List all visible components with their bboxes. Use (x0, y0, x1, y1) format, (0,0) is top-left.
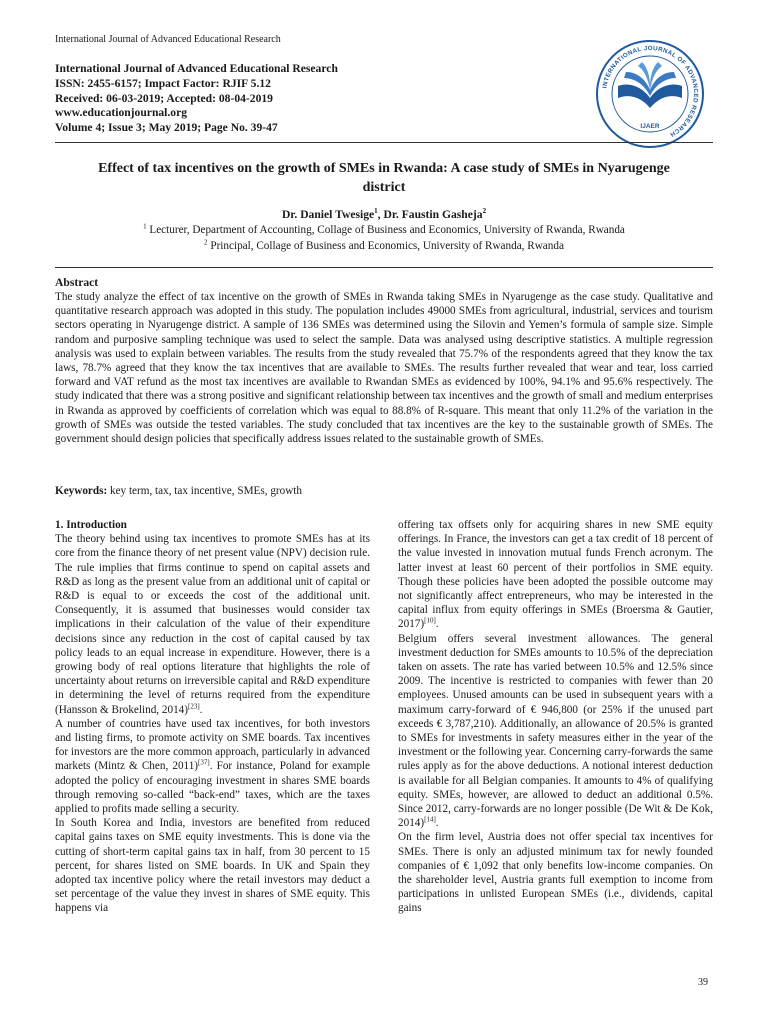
intro-paragraph-2-text-b: . For instance, Poland for example adopted the policy of encouraging investment in shares SME boards through removing so-called “back-end” taxes, which are the taxes applied to profits made selling a security. (55, 760, 370, 816)
author-line (55, 208, 713, 221)
intro-paragraph-2 (55, 717, 370, 816)
journal-header (55, 62, 338, 136)
right-paragraph-2 (398, 632, 713, 831)
author-2-sup: 2 (482, 207, 487, 216)
affiliation-1-text: Lecturer, Department of Accounting, Collage of Business and Economics, University of Rwanda, Rwanda (149, 224, 625, 236)
issn-line: ISSN: 2455-6157; Impact Factor: RJIF 5.12 (55, 76, 271, 90)
header-divider (55, 142, 713, 143)
book-icon (618, 62, 682, 108)
logo-ring-text: INTERNATIONAL JOURNAL OF ADVANCED RESEARCH (601, 44, 700, 138)
right-paragraph-3: On the firm level, Austria does not offer special tax incentives for SMEs. There is only an adjusted minimum tax for newly founded companies of € 1,092 that only benefits low-income companies. On the shareholder level, Austria grants full exemption to income from participations in unlisted European SMEs (i.e., dividends, capital gains (398, 831, 713, 915)
dates-line: Received: 06-03-2019; Accepted: 08-04-2019 (55, 91, 273, 105)
intro-paragraph-1-text: The theory behind using tax incentives to promote SMEs has at its core from the finance theory of net present value (NPV) decision rule. The rule implies that firms continue to spend on capital assets and R&D as long as the present value from an additional unit of capital or R&D is equal to or exceeds the cost of the additional unit. Consequently, it is assumed that businesses would consider tax implications in their calculation of the value of their expenditure decisions since any reduction in the cost of capital caused by tax policy leads to an equal increase in expenditure. However, there is a growing body of real options literature that highlights the role of uncertainty about returns on irreversible capital and R&D expenditure in determining the level of returns required from the expenditure (Hansson & Brokelind, 2014) (55, 533, 370, 716)
abstract-divider (55, 267, 713, 268)
right-paragraph-1-text: offering tax offsets only for acquiring shares in new SME equity offerings. In France, the investors can get a tax credit of 18 percent of the value invested in innovation mutual funds French acronym. The latter invest at least 60 percent of their portfolios in SME equity. Though these policies have been adopted the possible outcome may not significantly affect entrepreneurs, who may be interested in the capital influx from equity offerings in SMEs (Broersma & Gautier, 2017) (398, 519, 713, 631)
right-paragraph-1 (398, 518, 713, 632)
affiliation-2-sup: 2 (204, 238, 208, 247)
right-paragraph-2-text: Belgium offers several investment allowances. The general investment deduction for SMEs amounts to 10.5% of the depreciation taken on assets. The rate has varied between 10.5% and 12.5% since 2009. The incentive is restricted to companies with fewer than 20 employees. Unused amounts can be used in subsequent years with a maximum carry-forward of € 946,800 (or 25% if the unused part exceeds € 3,787,210). Additionally, an allowance of 20.5% is granted to SMEs for investments in safety measures either in the year of the investment or the following year. Concerning carry-forwards the same rules apply as for the above deductions. A notional interest deduction is available for all Belgian companies. It amounts to 4% of qualifying equity. SMEs, however, are allowed to deduct an additional 0.5%. Since 2012, carry-forwards are no longer possible (De Wit & De Kok, 2014) (398, 632, 713, 830)
author-1: Dr. Daniel Twesige (281, 208, 375, 221)
keywords-label: Keywords: (55, 485, 108, 497)
citation-14[interactable]: [14] (424, 815, 436, 824)
intro-paragraph-2-text-a: A number of countries have used tax incentives, for both investors and listing firms, to promote activity on SME boards. Tax incentives for investors are the more common approach, particularly in advanced markets (Mintz & Chen, 2011) (55, 717, 370, 773)
citation-10[interactable]: [10] (424, 616, 436, 625)
affiliation-1-sup: 1 (143, 222, 147, 231)
right-paragraph-1-end: . (435, 618, 439, 631)
paper-title: Effect of tax incentives on the growth of SMEs in Rwanda: A case study of SMEs in Nyarugenge district (98, 161, 670, 195)
left-column (55, 518, 370, 916)
abstract-body: The study analyze the effect of tax incentive on the growth of SMEs in Rwanda taking SMEs in Nyarugenge as the case study. Qualitative and quantitative research approach was adopted in this study. The population includes 49000 SMEs from agricultural, industrial, services and tourism sectors operating in Nyarugenge district. A sample of 136 SMEs was determined using the Silovin and Yemen’s formula of sample size. Simple random and purposive sampling technique was used to select the sample. Data was analysed using descriptive statistics. A multiple regression analysis was used to explain between variables. The results from the study revealed that 75.7% of the respondents agreed that they know the tax laws, 78.7% agreed that they know the tax incentives that are available to SMEs. The results further revealed that wear and tear, loss carried forward and VAT refund as the most tax incentives are available to Rwandan SMEs as evidenced by 100%, 94.1% and 95.6% respectively. The study indicated that there was a strong positive and significant relationship between tax incentives and the growth of small and medium enterprises in Rwanda as approved by coefficients of correlation which was equal to 88.8% of R-square. This meant that only 11.2% of the variation in the growth of SMEs was outside the tested variables. The study concluded that tax incentives are the key to the sustainable growth of SMEs. The government should design policies that specifically address issues related to the sustainable growth of SMEs. (55, 291, 713, 446)
journal-logo (594, 38, 706, 150)
citation-37[interactable]: [37] (198, 758, 210, 767)
volume-line: Volume 4; Issue 3; May 2019; Page No. 39-47 (55, 121, 278, 135)
citation-23[interactable]: [23] (188, 701, 200, 710)
journal-name: International Journal of Advanced Educational Research (55, 62, 338, 75)
author-1-sup: 1 (374, 207, 378, 216)
intro-paragraph-1-end: . (199, 703, 203, 716)
keywords-list: key term, tax, tax incentive, SMEs, growth (107, 485, 303, 497)
affiliation-2 (55, 240, 713, 252)
right-column (398, 518, 713, 916)
intro-paragraph-3: In South Korea and India, investors are benefited from reduced capital gains taxes on SME equity investments. This is done via the cutting of short-term capital gains tax in half, from 30 percent to 15 percent, for shares listed on SME boards. In UK and Spain they adopted tax incentive policy where the retail investors may deduct a set percentage of the value they invest in shares of SME equity. This happens via (55, 817, 370, 915)
running-head: International Journal of Advanced Educational Research (55, 34, 281, 45)
keywords-line (55, 485, 302, 497)
section-heading-introduction: 1. Introduction (55, 519, 127, 531)
abstract-heading: Abstract (55, 276, 99, 289)
author-2: Dr. Faustin Gasheja (383, 208, 483, 221)
intro-paragraph-1 (55, 532, 370, 717)
logo-bottom-text: IJAER (640, 123, 660, 130)
affiliation-1 (55, 224, 713, 236)
author-separator: , (377, 208, 384, 221)
right-paragraph-2-end: . (435, 817, 439, 830)
page-number: 39 (698, 977, 708, 988)
website-link[interactable]: www.educationjournal.org (55, 106, 188, 120)
affiliation-2-text: Principal, Collage of Business and Economics, University of Rwanda, Rwanda (210, 240, 564, 252)
